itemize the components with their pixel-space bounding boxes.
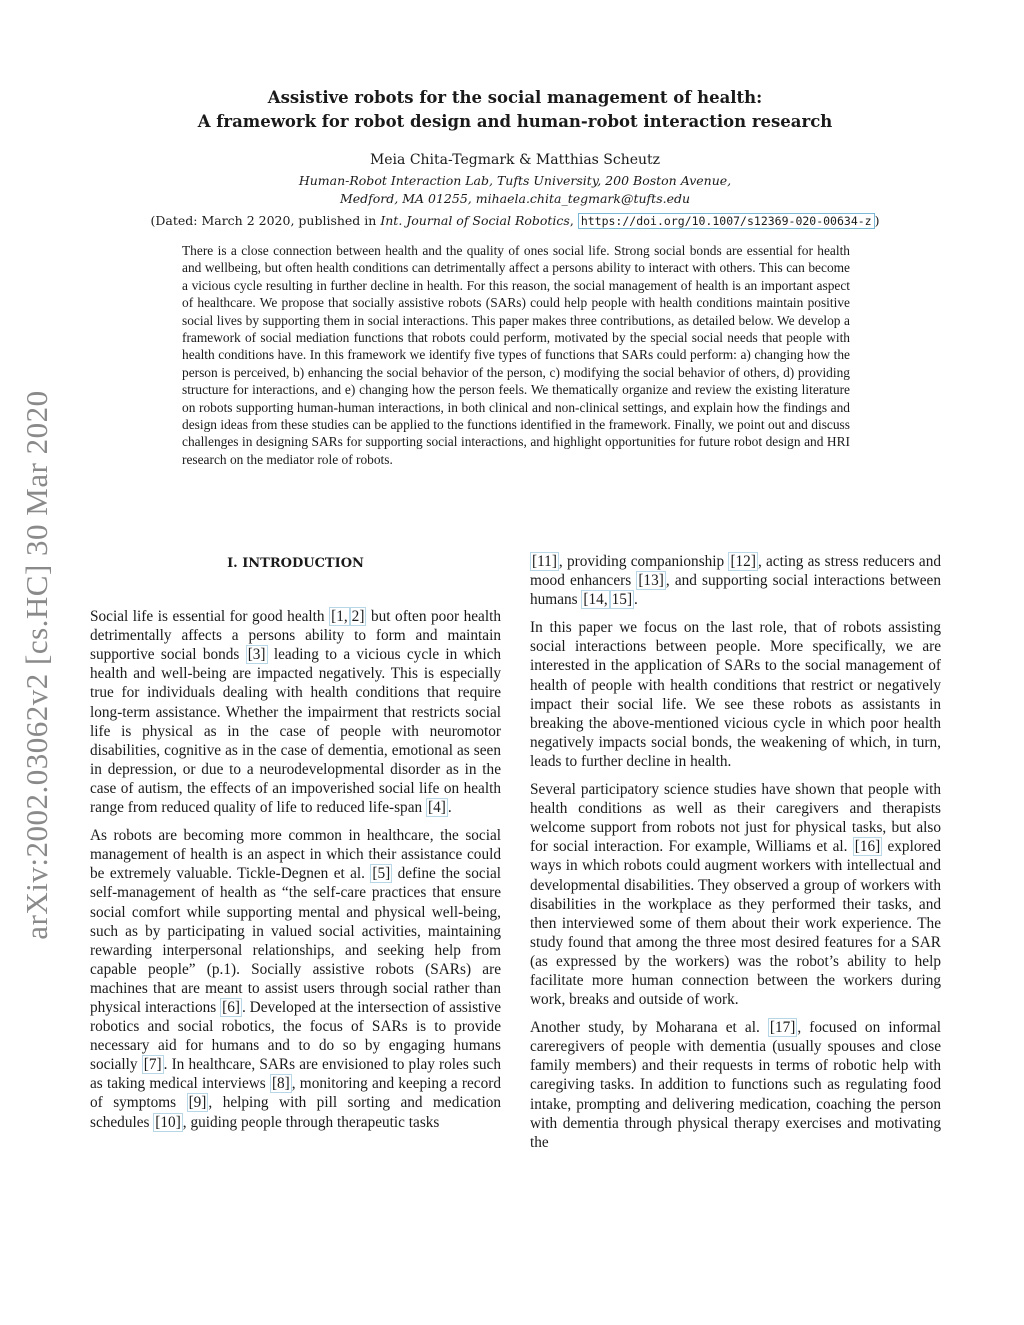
arxiv-identifier: arXiv:2002.03062v2 [cs.HC] 30 Mar 2020 [19, 390, 54, 940]
citation-link[interactable]: [3] [247, 646, 266, 664]
dated-separator: , [569, 213, 578, 228]
dated-suffix: ) [874, 213, 880, 228]
citation-link[interactable]: [7] [143, 1056, 162, 1074]
paragraph: Several participatory science studies have shown that people with health conditions as well as their caregivers and therapists welcome support from robots not just for physical tasks, but also for social interaction. For example, Williams et al. [16] explored ways in which robots could augment workers with intellectual and developmental disabilities. They observed a group of workers with disabilities in the workplace as they performed their tasks, and then interviewed some of them about their work experience. The study found that among the three most desired features for a SAR (as expressed by the workers) was the robot’s ability to help facilitate more human connection between the workers during work, breaks and outside of work. [530, 781, 942, 1009]
abstract: There is a close connection between health and the quality of ones social life. Strong social bonds are essential for health and wellbeing, but often health conditions can detrimentally affect a persons ability to interact with others. This can become a vicious cycle resulting in further decline in health. For this reason, the social management of health is an important aspect of healthcare. We propose that socially assistive robots (SARs) could help people with health conditions maintain positive social lives by supporting them in social interactions. This paper makes three contributions, as detailed below. We develop a framework of social mediation functions that robots could perform, motivated by the special social needs that people with health conditions have. In this framework we identify five types of functions that SARs could perform: a) changing how the person is perceived, b) enhancing the social behavior of the person, c) modifying the social behavior of others, d) providing structure for interactions, and e) changing how the person feels. We thematically organize and review the existing literature on robots supporting human-human interactions, in both clinical and non-clinical settings, and explain how the findings and design ideas from these studies can be applied to the functions identified in the framework. Finally, we point out and discuss challenges in designing SARs for supporting social interactions, and highlight opportunities for future robot design and HRI research on the mediator role of robots. [182, 243, 850, 467]
citation-link[interactable]: [6] [222, 998, 240, 1016]
paragraph: In this paper we focus on the last role, that of robots assisting social interactions between people. More specifically, we are interested in the application of SARs to the social management of health of people with health conditions that restrict or negatively impact their social life. We see these robots as assistants in breaking the above-mentioned vicious cycle in which poor health negatively impacts social bonds, the weakening of which, in turn, leads to further decline in health. [530, 619, 941, 770]
citation-link[interactable]: [14, [583, 591, 608, 609]
citation-link[interactable]: [9] [188, 1094, 207, 1112]
paragraph: Social life is essential for good health [1, 2] but often poor health detrimentally affects a persons ability to form and maintain supportive social bonds [3] leading to a vicious cycle in which health and well-being are impacted negatively. This is especially true for individuals dealing with health conditions that require long-term assistance. Whether the impairment that restricts social life is physical as in the case of people with neuromotor disabilities, cognitive as in the case of dementia, emotional as seen in depression, or due to a neurodevelopmental disorder as in the case of autism, the effects of an impoverished social life on health range from reduced quality of life to reduced life-span [4] . [90, 608, 502, 817]
authors: Meia Chita-Tegmark & Matthias Scheutz [369, 152, 661, 168]
arxiv-sidebar [6, 345, 68, 985]
doi-link[interactable]: https://doi.org/10.1007/s12369-020-00634-z [578, 213, 875, 229]
citation-link[interactable]: [8] [271, 1075, 290, 1093]
dated-prefix: (Dated: March 2 2020, published in [150, 213, 381, 228]
affiliation [100, 172, 930, 208]
paragraph: [11] , providing companionship [12] , acting as stress reducers and mood enhancers [13] , and supporting social interactions between humans [14, 15] . [530, 553, 941, 609]
citation-link[interactable]: [11] [532, 553, 557, 570]
left-column [90, 552, 501, 1141]
section-heading: I. INTRODUCTION [227, 556, 364, 571]
right-column [530, 552, 941, 1161]
journal-name: Int. Journal of Social Robotics [380, 213, 570, 228]
citation-link[interactable]: [17] [769, 1019, 796, 1037]
citation-link[interactable]: [16] [854, 838, 881, 856]
affiliation-line-2: Medford, MA 01255, mihaela.chita_tegmark@tufts.edu [339, 191, 691, 206]
citation-link[interactable]: 15] [611, 591, 633, 609]
citation-link[interactable]: [10] [155, 1113, 181, 1131]
citation-link[interactable]: [5] [372, 865, 391, 883]
affiliation-line-1: Human-Robot Interaction Lab, Tufts University, 200 Boston Avenue, [298, 173, 732, 188]
paragraph: Another study, by Moharana et al. [17] , focused on informal careregivers of people with dementia (usually spouses and close family members) and their requests in terms of robotic help with caregiving tasks. In addition to functions such as regulating food intake, prompting and delivering medication, coaching the person with dementia through physical therapy exercises and motivating the [530, 1019, 941, 1151]
citation-link[interactable]: [12] [730, 553, 756, 570]
dated-line [100, 213, 930, 228]
paper-title [100, 86, 930, 134]
citation-link[interactable]: [13] [638, 572, 664, 590]
paragraph: As robots are becoming more common in healthcare, the social management of health is an aspect in which their assistance could be extremely valuable. Tickle-Degnen et al. [5] define the social self-management of health as “the self-care practices that ensure social comfort while supporting mental and physical well-being, such as by participating in valued social activities, maintaining rewarding interpersonal relationships, and seeking help from capable people” (p.1). Socially assistive robots (SARs) are machines that are meant to assist users through social rather than physical interactions [6] . Developed at the intersection of assistive robotics and social robotics, the focus of SARs is to provide necessary aid for humans and to do so by engaging humans socially [7] . In healthcare, SARs are envisioned to play roles such as taking medical interviews [8] , monitoring and keeping a record of symptoms [9] , helping with pill sorting and medication schedules [10] , guiding people through therapeutic tasks [90, 827, 501, 1131]
citation-link[interactable]: 2] [351, 608, 365, 626]
title-line-1: Assistive robots for the social management of health: [267, 88, 763, 107]
title-line-2: A framework for robot design and human-robot interaction research [197, 112, 833, 131]
citation-link[interactable]: [1, [331, 608, 348, 626]
citation-link[interactable]: [4] [427, 799, 446, 817]
